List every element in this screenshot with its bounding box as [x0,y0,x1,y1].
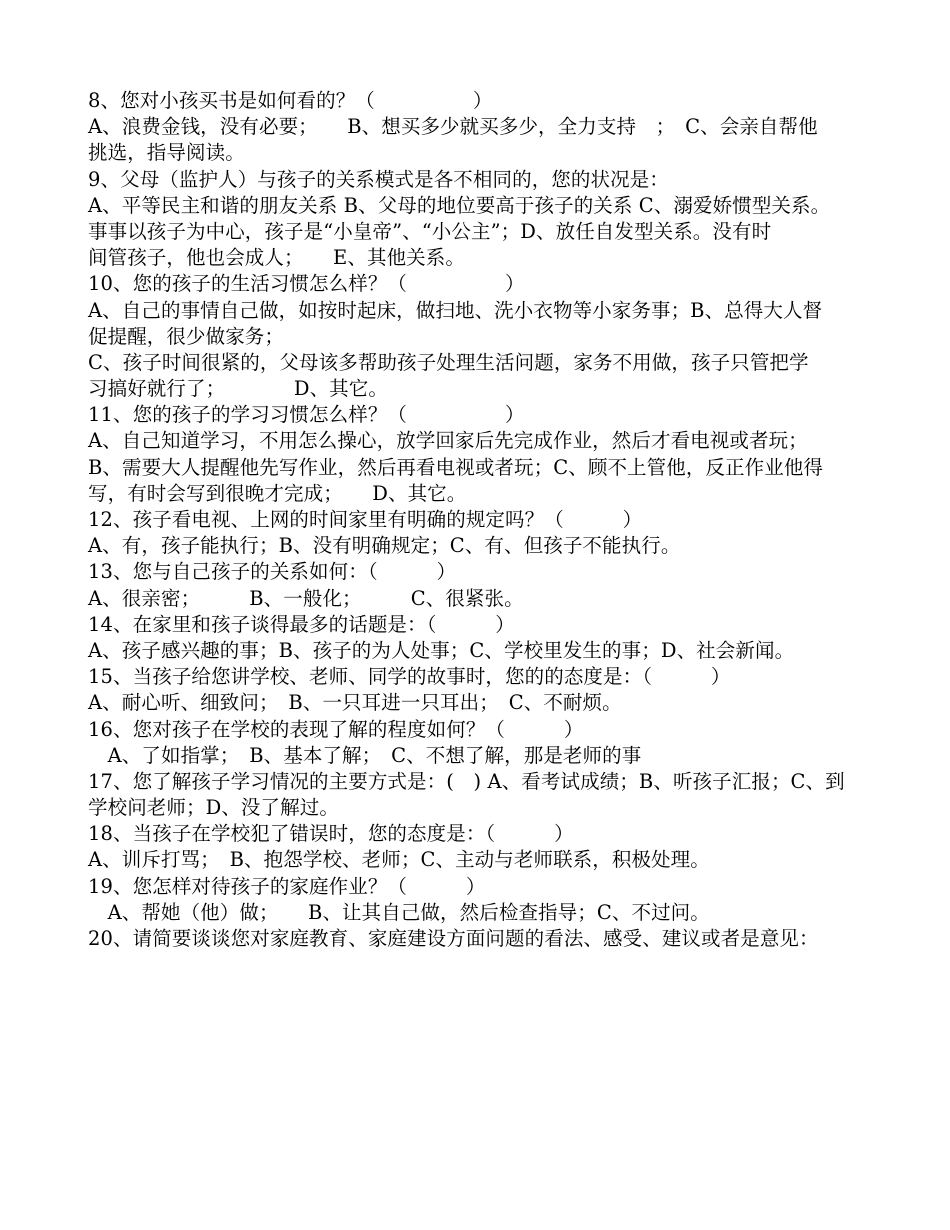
question-14-line: 14、在家里和孩子谈得最多的话题是：（ ） [88,612,515,636]
document-page [88,88,868,952]
question-17-line: 17、您了解孩子学习情况的主要方式是：( ) A、看考试成绩；B、听孩子汇报；C、到 [88,769,845,793]
question-17-options-line: 学校问老师；D、没了解过。 [88,796,339,820]
question-19-line: 19、您怎样对待孩子的家庭作业？（ ） [88,874,486,898]
question-11-line: 11、您的孩子的学习习惯怎么样？（ ） [88,403,525,427]
question-10-options-line-1: A、自己的事情自己做，如按时起床，做扫地、洗小衣物等小家务事；B、总得大人督 [88,298,823,322]
question-10-line: 10、您的孩子的生活习惯怎么样？（ ） [88,272,525,296]
question-16-line: 16、您对孩子在学校的表现了解的程度如何？（ ） [88,717,584,741]
question-15-options-line: A、耐心听、细致问； B、一只耳进一只耳出； C、不耐烦。 [88,691,622,715]
question-16-options-line: A、了如指掌； B、基本了解； C、不想了解，那是老师的事 [88,743,642,767]
question-9-options-line-2: 事事以孩子为中心，孩子是“小皇帝”、“小公主”；D、放任自发型关系。没有时 [88,219,772,243]
question-13-line: 13、您与自己孩子的关系如何：（ ） [88,560,457,584]
question-19-options-line: A、帮她（他）做； B、让其自己做，然后检查指导；C、不过问。 [88,900,710,924]
question-9-options-line-1: A、平等民主和谐的朋友关系 B、父母的地位要高于孩子的关系 C、溺爱娇惯型关系。 [88,193,831,217]
question-20-line: 20、请简要谈谈您对家庭教育、家庭建设方面问题的看法、感受、建议或者是意见： [88,927,819,950]
question-8-line: 8、您对小孩买书是如何看的？（ ） [88,89,493,112]
question-10-options-line-3: C、孩子时间很紧的，父母该多帮助孩子处理生活问题，家务不用做，孩子只管把学 [88,350,809,374]
question-8-options-line-2: 挑选，指导阅读。 [88,141,245,165]
question-9-line: 9、父母（监护人）与孩子的关系模式是各不相同的，您的状况是： [88,167,669,191]
question-10-options-line-2: 促提醒，很少做家务； [88,324,285,348]
question-11-options-line-2: B、需要大人提醒他先写作业，然后再看电视或者玩；C、顾不上管他，反正作业他得 [88,455,824,479]
question-14-options-line: A、孩子感兴趣的事；B、孩子的为人处事；C、学校里发生的事；D、社会新闻。 [88,638,795,662]
question-11-options-line-1: A、自己知道学习，不用怎么操心，放学回家后先完成作业，然后才看电视或者玩； [88,429,808,453]
question-11-options-line-3: 写，有时会写到很晚才完成； D、其它。 [88,481,467,505]
question-18-line: 18、当孩子在学校犯了错误时，您的态度是：（ ） [88,822,574,846]
question-12-line: 12、孩子看电视、上网的时间家里有明确的规定吗？（ ） [88,508,643,531]
question-12-options-line: A、有，孩子能执行；B、没有明确规定；C、有、但孩子不能执行。 [88,534,681,558]
question-9-options-line-3: 间管孩子，他也会成人； E、其他关系。 [88,246,465,270]
question-18-options-line: A、训斥打骂； B、抱怨学校、老师；C、主动与老师联系，积极处理。 [88,848,710,872]
question-8-options-line-1: A、浪费金钱，没有必要； B、想买多少就买多少，全力支持 ； C、会亲自帮他 [88,115,818,139]
question-13-options-line: A、很亲密； B、一般化； C、很紧张。 [88,586,524,610]
question-10-options-line-4: 习搞好就行了； D、其它。 [88,377,388,401]
question-15-line: 15、当孩子给您讲学校、老师、同学的故事时，您的的态度是：（ ） [88,665,731,689]
